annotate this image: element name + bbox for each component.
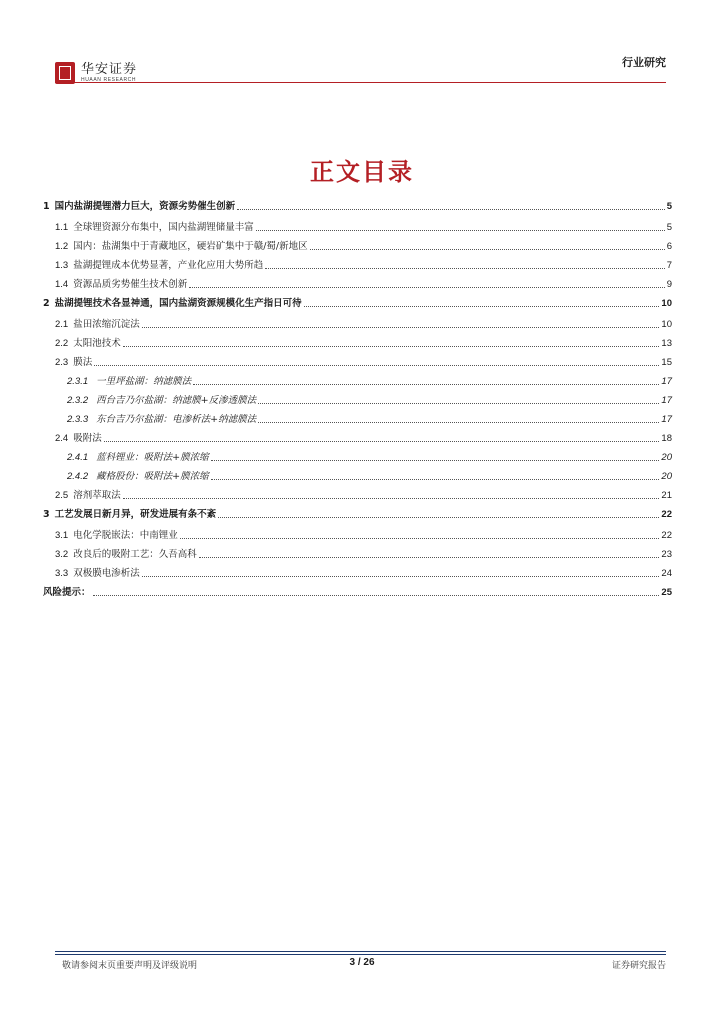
toc-entry[interactable] [43,394,672,407]
toc-entry-page: 18 [661,433,672,444]
toc-entry-label [55,278,187,291]
toc-entry-page: 7 [666,260,672,271]
toc-entry-page: 22 [661,530,672,541]
toc-dot-leader [265,268,664,269]
toc-entry[interactable] [43,221,672,234]
header-divider [55,82,666,83]
toc-dot-leader [258,422,659,423]
toc-entry[interactable] [43,375,672,388]
toc-entry[interactable] [43,586,672,599]
toc-entry-label [55,221,254,234]
toc-entry-page: 25 [661,587,672,598]
toc-dot-leader [104,441,660,442]
toc-entry[interactable] [43,337,672,350]
toc-entry-number: 1.3 [55,260,69,271]
toc-entry-label [67,451,209,464]
toc-entry-title: 一里坪盐湖：纳滤膜法 [96,376,192,387]
footer-divider [55,951,666,952]
toc-dot-leader [310,249,665,250]
page-number: 3 / 26 [349,957,375,968]
toc-entry-page: 6 [666,241,672,252]
logo-english-name: HUAAN RESEARCH [81,76,137,83]
toc-entry-title: 国内盐湖提锂潜力巨大，资源劣势催生创新 [54,201,236,212]
table-of-contents [43,200,672,607]
toc-entry-title: 全球锂资源分布集中，国内盐湖锂储量丰富 [73,222,254,233]
toc-entry-label [55,356,92,369]
toc-dot-leader [193,384,659,385]
toc-entry-page: 17 [661,395,672,406]
toc-entry-page: 13 [661,338,672,349]
toc-entry-number: 3.1 [55,530,69,541]
toc-entry-title: 盐湖提锂技术各显神通，国内盐湖资源规模化生产指日可待 [54,298,302,309]
footer-report-type: 证券研究报告 [611,961,666,971]
toc-dot-leader [258,403,659,404]
toc-entry-title: 盐田浓缩沉淀法 [73,319,140,330]
toc-entry-number: 2.3 [55,357,69,368]
toc-dot-leader [304,306,660,307]
toc-entry-label [55,337,121,350]
toc-entry-label [55,259,263,272]
toc-entry-title: 风险提示： [43,587,91,598]
toc-entry-title: 电化学脱嵌法：中南锂业 [73,530,178,541]
toc-entry-number: 2.3.2 [67,395,89,406]
toc-entry-title: 工艺发展日新月异，研发进展有条不紊 [54,509,217,520]
toc-dot-leader [199,557,660,558]
logo-chinese-name: 华安证券 [81,61,138,77]
toc-dot-leader [94,365,659,366]
toc-entry-label [55,567,140,580]
toc-entry-number: 2.2 [55,338,69,349]
toc-entry[interactable] [43,200,672,213]
toc-entry-title: 西台吉乃尔盐湖：纳滤膜+反渗透膜法 [96,395,257,406]
toc-entry[interactable] [43,278,672,291]
toc-entry-number: 3.3 [55,568,69,579]
toc-entry-label [55,489,121,502]
toc-entry-page: 5 [666,201,672,212]
toc-entry-page: 20 [661,471,672,482]
toc-entry-title: 溶剂萃取法 [73,490,121,501]
toc-entry-label [43,200,235,213]
toc-entry[interactable] [43,318,672,331]
toc-entry-label [43,508,216,521]
toc-entry-number: 1.4 [55,279,69,290]
toc-entry-page: 23 [661,549,672,560]
toc-dot-leader [256,230,665,231]
toc-dot-leader [211,460,660,461]
toc-entry[interactable] [43,470,672,483]
toc-entry[interactable] [43,567,672,580]
toc-entry-label [55,318,140,331]
toc-entry-page: 10 [661,298,672,309]
toc-entry-page: 10 [661,319,672,330]
toc-dot-leader [93,595,660,596]
toc-entry-number: 1.1 [55,222,69,233]
toc-entry-title: 盐湖提锂成本优势显著，产业化应用大势所趋 [73,260,264,271]
toc-entry-title: 藏格股份：吸附法+膜浓缩 [96,471,209,482]
toc-entry-label [67,413,256,426]
toc-entry-page: 5 [666,222,672,233]
toc-entry-label [55,548,197,561]
toc-dot-leader [218,517,659,518]
toc-entry-label [43,586,91,599]
toc-entry-number: 2.3.3 [67,414,89,425]
toc-entry-number: 2.4.1 [67,452,89,463]
toc-entry-title: 蓝科锂业：吸附法+膜浓缩 [96,452,209,463]
toc-entry-title: 东台吉乃尔盐湖：电渗析法+纳滤膜法 [96,414,257,425]
toc-entry[interactable] [43,432,672,445]
toc-entry[interactable] [43,356,672,369]
seal-icon [55,62,75,84]
toc-dot-leader [211,479,660,480]
toc-entry[interactable] [43,489,672,502]
toc-entry-title: 膜法 [73,357,93,368]
toc-entry-page: 21 [661,490,672,501]
toc-entry-number: 3.2 [55,549,69,560]
toc-entry-page: 15 [661,357,672,368]
toc-entry-title: 改良后的吸附工艺：久吾高科 [73,549,197,560]
toc-dot-leader [142,576,660,577]
toc-entry-title: 双极膜电渗析法 [73,568,140,579]
toc-entry-label [55,432,102,445]
toc-entry-label [67,394,256,407]
footer-divider-thin [55,954,666,955]
toc-entry[interactable] [43,451,672,464]
toc-entry-page: 17 [661,376,672,387]
toc-entry-number: 3 [43,509,50,520]
toc-entry-page: 24 [661,568,672,579]
toc-entry-label [67,375,191,388]
toc-entry[interactable] [43,548,672,561]
page-title: 正文目录 [310,157,414,186]
toc-dot-leader [123,346,660,347]
toc-entry-number: 1.2 [55,241,69,252]
toc-entry-number: 2.1 [55,319,69,330]
toc-dot-leader [189,287,664,288]
toc-entry[interactable] [43,529,672,542]
toc-entry-page: 20 [661,452,672,463]
footer-disclaimer: 敬请参阅末页重要声明及评级说明 [62,961,198,971]
toc-entry-number: 2.4 [55,433,69,444]
toc-entry-title: 国内：盐湖集中于青藏地区，硬岩矿集中于赣/蜀/新地区 [73,241,308,252]
toc-entry-number: 2 [43,298,50,309]
toc-entry-number: 2.3.1 [67,376,89,387]
toc-entry-page: 9 [666,279,672,290]
toc-entry-label [55,240,308,253]
toc-entry[interactable] [43,240,672,253]
report-category: 行业研究 [622,56,666,69]
toc-entry-page: 22 [661,509,672,520]
toc-entry-title: 吸附法 [73,433,102,444]
toc-entry-label [55,529,178,542]
toc-dot-leader [142,327,660,328]
toc-entry-label [67,470,209,483]
toc-entry-title: 太阳池技术 [73,338,121,349]
toc-entry[interactable] [43,259,672,272]
toc-entry[interactable] [43,297,672,310]
toc-dot-leader [237,209,665,210]
toc-entry-page: 17 [661,414,672,425]
toc-entry-number: 2.5 [55,490,69,501]
toc-entry[interactable] [43,508,672,521]
toc-entry[interactable] [43,413,672,426]
toc-entry-number: 1 [43,201,50,212]
toc-dot-leader [123,498,660,499]
toc-entry-title: 资源品质劣势催生技术创新 [73,279,188,290]
toc-dot-leader [180,538,660,539]
toc-entry-number: 2.4.2 [67,471,89,482]
toc-entry-label [43,297,302,310]
